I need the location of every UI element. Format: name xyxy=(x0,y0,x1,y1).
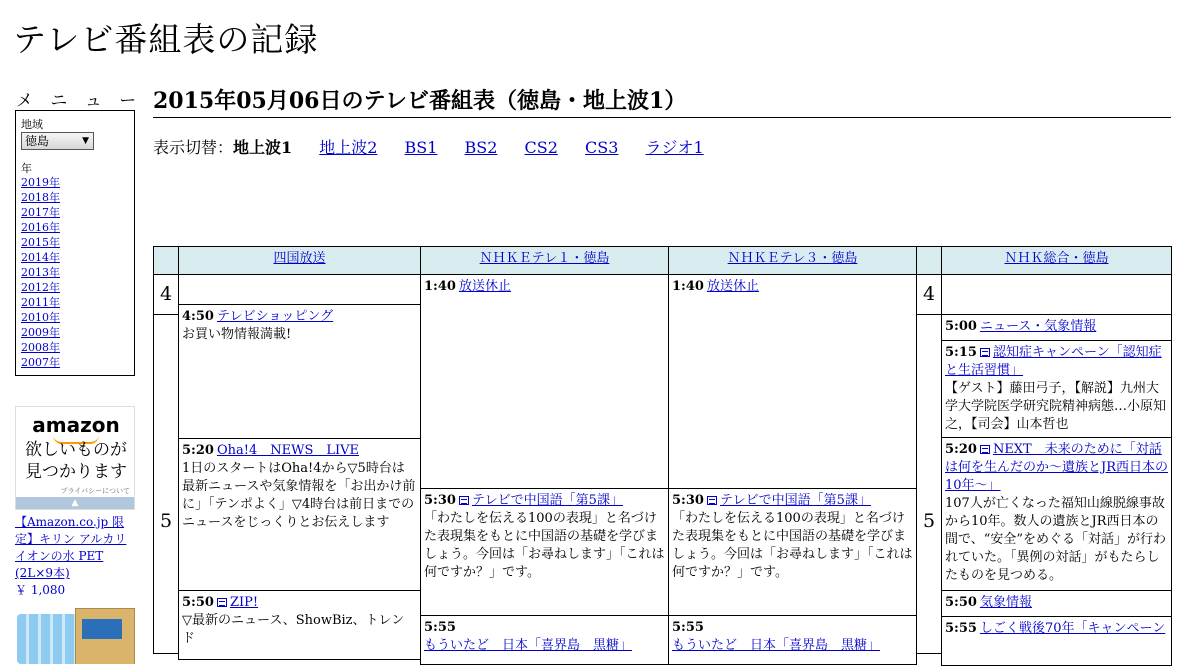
channel-link[interactable]: ＮＨＫＥテレ１・徳島 xyxy=(479,251,610,266)
program-title-link[interactable]: テレビで中国語「第5課」 xyxy=(471,493,623,508)
program-cell xyxy=(668,488,917,616)
program-cell xyxy=(668,274,917,489)
page-title: 2015年05月06日のテレビ番組表（徳島・地上波1） xyxy=(153,84,1171,118)
year-link[interactable]: 2018年 xyxy=(21,191,60,204)
year-link[interactable]: 2007年 xyxy=(21,356,60,369)
hour-label: 4 xyxy=(153,274,179,315)
channel-link[interactable]: 四国放送 xyxy=(273,251,326,266)
program-title-link[interactable]: もういたど 日本「喜界島 黒糖」 xyxy=(672,638,881,653)
hour-label: 4 xyxy=(916,274,942,315)
program-title-link[interactable]: しごく戦後70年「キャンペーン xyxy=(979,621,1166,636)
program-cell xyxy=(420,274,669,489)
program-cell xyxy=(941,616,1172,666)
tv-icon xyxy=(459,496,469,505)
program-title-link[interactable]: テレビショッピング xyxy=(216,309,334,324)
hour-label: 5 xyxy=(153,314,179,654)
ad-product-image[interactable] xyxy=(15,604,135,664)
year-link[interactable]: 2013年 xyxy=(21,266,60,279)
switch-link-cs2[interactable]: CS2 xyxy=(524,138,558,157)
year-link[interactable]: 2017年 xyxy=(21,206,60,219)
program-cell-empty xyxy=(941,274,1172,315)
program-description: お買い物情報満載! xyxy=(182,327,292,342)
program-title-link[interactable]: Oha!4 NEWS LIVE xyxy=(216,443,359,458)
program-time: 5:55 xyxy=(672,620,704,635)
switch-link-bs1[interactable]: BS1 xyxy=(404,138,438,157)
region-select-value: 徳島 xyxy=(25,134,50,148)
tv-icon xyxy=(980,445,990,454)
ad-collapse-icon[interactable]: ▲ xyxy=(16,497,134,509)
program-description: 「わたしを伝える100の表現」と名づけた表現集をもとに中国語の基礎を学びましょう。今回は「お尋ねします」「これは何ですか？」です。 xyxy=(424,511,665,580)
switch-link-chideji2[interactable]: 地上波2 xyxy=(319,138,378,157)
program-time: 5:15 xyxy=(945,345,977,360)
channel-link[interactable]: ＮＨＫＥテレ３・徳島 xyxy=(727,251,858,266)
program-cell xyxy=(420,615,669,665)
dropdown-arrow-icon: ▼ xyxy=(82,136,89,146)
water-box-image xyxy=(75,608,135,664)
year-link[interactable]: 2009年 xyxy=(21,326,60,339)
year-link[interactable]: 2010年 xyxy=(21,311,60,324)
program-time: 5:50 xyxy=(182,595,214,610)
program-cell xyxy=(668,615,917,665)
region-select[interactable] xyxy=(21,132,94,150)
year-label: 年 xyxy=(21,162,32,175)
program-time: 5:55 xyxy=(945,621,977,636)
program-title-link[interactable]: 気象情報 xyxy=(979,595,1032,610)
program-cell xyxy=(941,590,1172,617)
hour-label: 5 xyxy=(916,314,942,654)
program-cell xyxy=(941,314,1172,341)
amazon-logo: amazon xyxy=(32,413,120,437)
program-description: 107人が亡くなった福知山線脱線事故から10年。数人の遺族とJR西日本の間で、“安全”をめぐる「対話」が行われていた。「異例の対話」がもたらしたものを見つめる。 xyxy=(945,496,1167,583)
program-grid xyxy=(153,246,1172,653)
program-cell xyxy=(941,340,1172,438)
switcher-label: 表示切替： xyxy=(153,138,234,157)
site-title: テレビ番組表の記録 xyxy=(13,20,319,59)
switch-link-radio1[interactable]: ラジオ1 xyxy=(645,138,704,157)
program-title-link[interactable]: 放送休止 xyxy=(458,279,511,294)
advertisement xyxy=(15,406,135,664)
program-cell-empty xyxy=(178,274,421,305)
switch-current: 地上波1 xyxy=(233,138,293,157)
switch-link-bs2[interactable]: BS2 xyxy=(464,138,498,157)
ad-privacy-link[interactable]: プライバシーについて xyxy=(60,487,130,495)
year-link[interactable]: 2015年 xyxy=(21,236,60,249)
tv-icon xyxy=(217,598,227,607)
program-title-link[interactable]: ニュース・気象情報 xyxy=(979,319,1097,334)
program-title-link[interactable]: テレビで中国語「第5課」 xyxy=(719,493,871,508)
program-title-link[interactable]: ZIP! xyxy=(229,595,259,610)
switch-link-cs3[interactable]: CS3 xyxy=(585,138,619,157)
ad-price: ￥ 1,080 xyxy=(15,583,66,597)
program-title-link[interactable]: 認知症キャンペーン「認知症と生活習慣」 xyxy=(945,345,1162,378)
region-label: 地域 xyxy=(21,118,43,131)
program-description: 「わたしを伝える100の表現」と名づけた表現集をもとに中国語の基礎を学びましょう。今回は「お尋ねします」「これは何ですか？」です。 xyxy=(672,511,913,580)
ad-headline: 欲しいものが 見つかります xyxy=(25,440,127,482)
year-link[interactable]: 2011年 xyxy=(21,296,60,309)
year-link[interactable]: 2012年 xyxy=(21,281,60,294)
program-cell xyxy=(941,437,1172,591)
tv-icon xyxy=(980,348,990,357)
program-description: 1日のスタートはOha!4から▽5時台は最新ニュースや気象情報を「お出かけ前に」「テンポよく」▽4時台は前日までのニュースをじっくりとお伝えします xyxy=(182,461,416,530)
program-title-link[interactable]: もういたど 日本「喜界島 黒糖」 xyxy=(424,638,633,653)
program-time: 5:00 xyxy=(945,319,977,334)
program-cell xyxy=(178,304,421,439)
ad-banner[interactable] xyxy=(15,406,135,510)
program-cell xyxy=(178,590,421,660)
channel-header xyxy=(941,246,1172,275)
menu-panel xyxy=(15,110,135,376)
year-link[interactable]: 2019年 xyxy=(21,176,60,189)
year-list xyxy=(21,175,60,370)
program-time: 1:40 xyxy=(424,279,456,294)
program-cell xyxy=(420,488,669,616)
channel-header xyxy=(178,246,421,275)
program-time: 5:20 xyxy=(182,443,214,458)
channel-header xyxy=(668,246,917,275)
program-cell xyxy=(178,438,421,591)
year-link[interactable]: 2016年 xyxy=(21,221,60,234)
year-link[interactable]: 2014年 xyxy=(21,251,60,264)
program-time: 5:30 xyxy=(424,493,456,508)
grid-corner-mid xyxy=(916,246,942,275)
channel-link[interactable]: ＮＨＫ総合・徳島 xyxy=(1004,251,1109,266)
program-description: ▽最新のニュース、ShowBiz、トレンド xyxy=(182,613,405,646)
program-time: 4:50 xyxy=(182,309,214,324)
program-title-link[interactable]: NEXT 未来のために「対話は何を生んだのか～遺族とJR西日本の10年～」 xyxy=(945,442,1168,493)
program-time: 1:40 xyxy=(672,279,704,294)
menu-heading: メ ニ ュ ー xyxy=(16,91,143,111)
program-title-link[interactable]: 放送休止 xyxy=(706,279,759,294)
year-link[interactable]: 2008年 xyxy=(21,341,60,354)
program-time: 5:20 xyxy=(945,442,977,457)
grid-corner-left xyxy=(153,246,179,275)
program-time: 5:30 xyxy=(672,493,704,508)
channel-header xyxy=(420,246,669,275)
program-time: 5:55 xyxy=(424,620,456,635)
view-switcher xyxy=(153,135,726,158)
ad-product-link[interactable]: 【Amazon.co.jp 限定】キリン アルカリイオンの水 PET (2L×9本) xyxy=(15,515,127,580)
program-description: 【ゲスト】藤田弓子，【解説】九州大学大学院医学研究院精神病態…小原知之，【司会】山本哲也 xyxy=(945,381,1167,432)
program-time: 5:50 xyxy=(945,595,977,610)
tv-icon xyxy=(707,496,717,505)
